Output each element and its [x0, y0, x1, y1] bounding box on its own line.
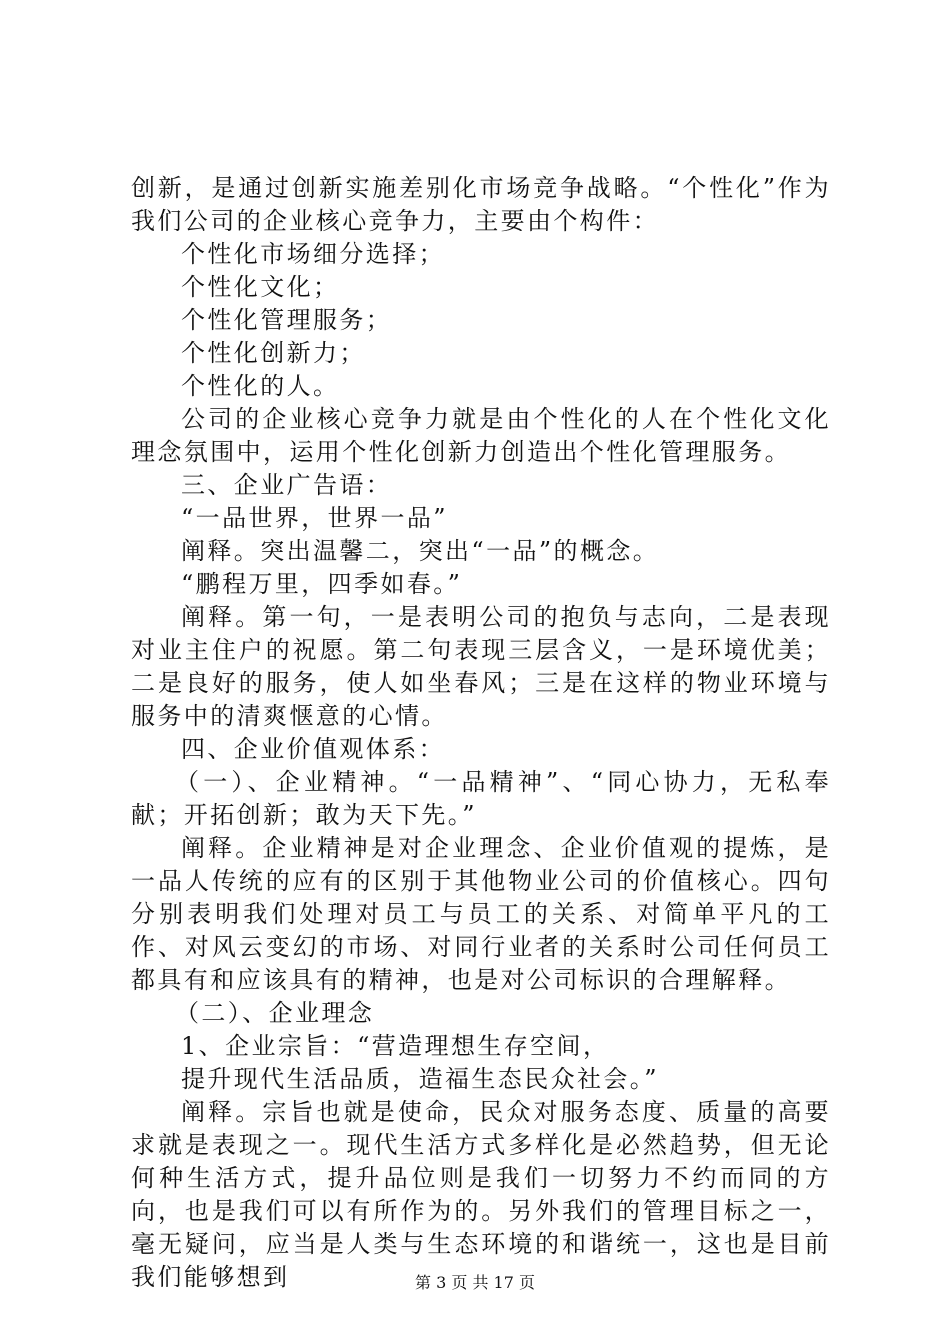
list-item-people: 个性化的人。	[181, 372, 340, 400]
slogan-two: “鹏程万里，四季如春。”	[181, 570, 463, 598]
paragraph-slogan-one-explanation: 阐释。突出温馨二，突出“一品”的概念。	[181, 537, 660, 565]
paragraph-slogan-two-explanation: 阐释。第一句，一是表明公司的抱负与志向，二是表现对业主住户的祝愿。第二句表现三层含义，一是环境优美；二是良好的服务，使人如坐春风；三是在这样的物业环境与服务中的清爽惬意的心情。	[131, 603, 831, 730]
enterprise-purpose-line-two: 提升现代生活品质，造福生态民众社会。”	[181, 1065, 659, 1093]
list-item-market-segment: 个性化市场细分选择；	[181, 240, 445, 268]
list-item-culture: 个性化文化；	[181, 273, 340, 301]
paragraph-purpose-explanation: 阐释。宗旨也就是使命，民众对服务态度、质量的高要求就是表现之一。现代生活方式多样化是必然趋势，但无论何种生活方式，提升品位则是我们一切努力不约而同的方向，也是我们可以有所作为的。另外我们的管理目标之一，毫无疑问，应当是人类与生态环境的和谐统一，这也是目前我们能够想到	[131, 1098, 831, 1291]
paragraph-spirit-explanation: 阐释。企业精神是对企业理念、企业价值观的提炼，是一品人传统的应有的区别于其他物业公司的价值核心。四句分别表明我们处理对员工与员工的关系、对简单平凡的工作、对风云变幻的市场、对同行业者的关系时公司任何员工都具有和应该具有的精神，也是对公司标识的合理解释。	[131, 834, 831, 994]
page-number-footer: 第 3 页 共 17 页	[415, 1273, 535, 1292]
document-body	[131, 172, 831, 1294]
list-item-management-service: 个性化管理服务；	[181, 306, 393, 334]
subsection-enterprise-philosophy: （二）、企业理念	[175, 999, 375, 1027]
section-heading-values: 四、企业价值观体系：	[181, 735, 445, 763]
enterprise-purpose-line-one: 1、企业宗旨：“营造理想生存空间，	[181, 1032, 610, 1060]
paragraph-intro: 创新，是通过创新实施差别化市场竞争战略。“个性化”作为我们公司的企业核心竞争力，主要由个构件：	[131, 174, 831, 235]
paragraph-core-competence: 公司的企业核心竞争力就是由个性化的人在个性化文化理念氛围中，运用个性化创新力创造出个性化管理服务。	[131, 405, 831, 466]
section-heading-slogan: 三、企业广告语：	[181, 471, 393, 499]
list-item-innovation: 个性化创新力；	[181, 339, 366, 367]
subsection-enterprise-spirit: （一）、企业精神。“一品精神”、“同心协力，无私奉献；开拓创新；敢为天下先。”	[131, 768, 831, 829]
slogan-one: “一品世界，世界一品”	[181, 504, 448, 532]
